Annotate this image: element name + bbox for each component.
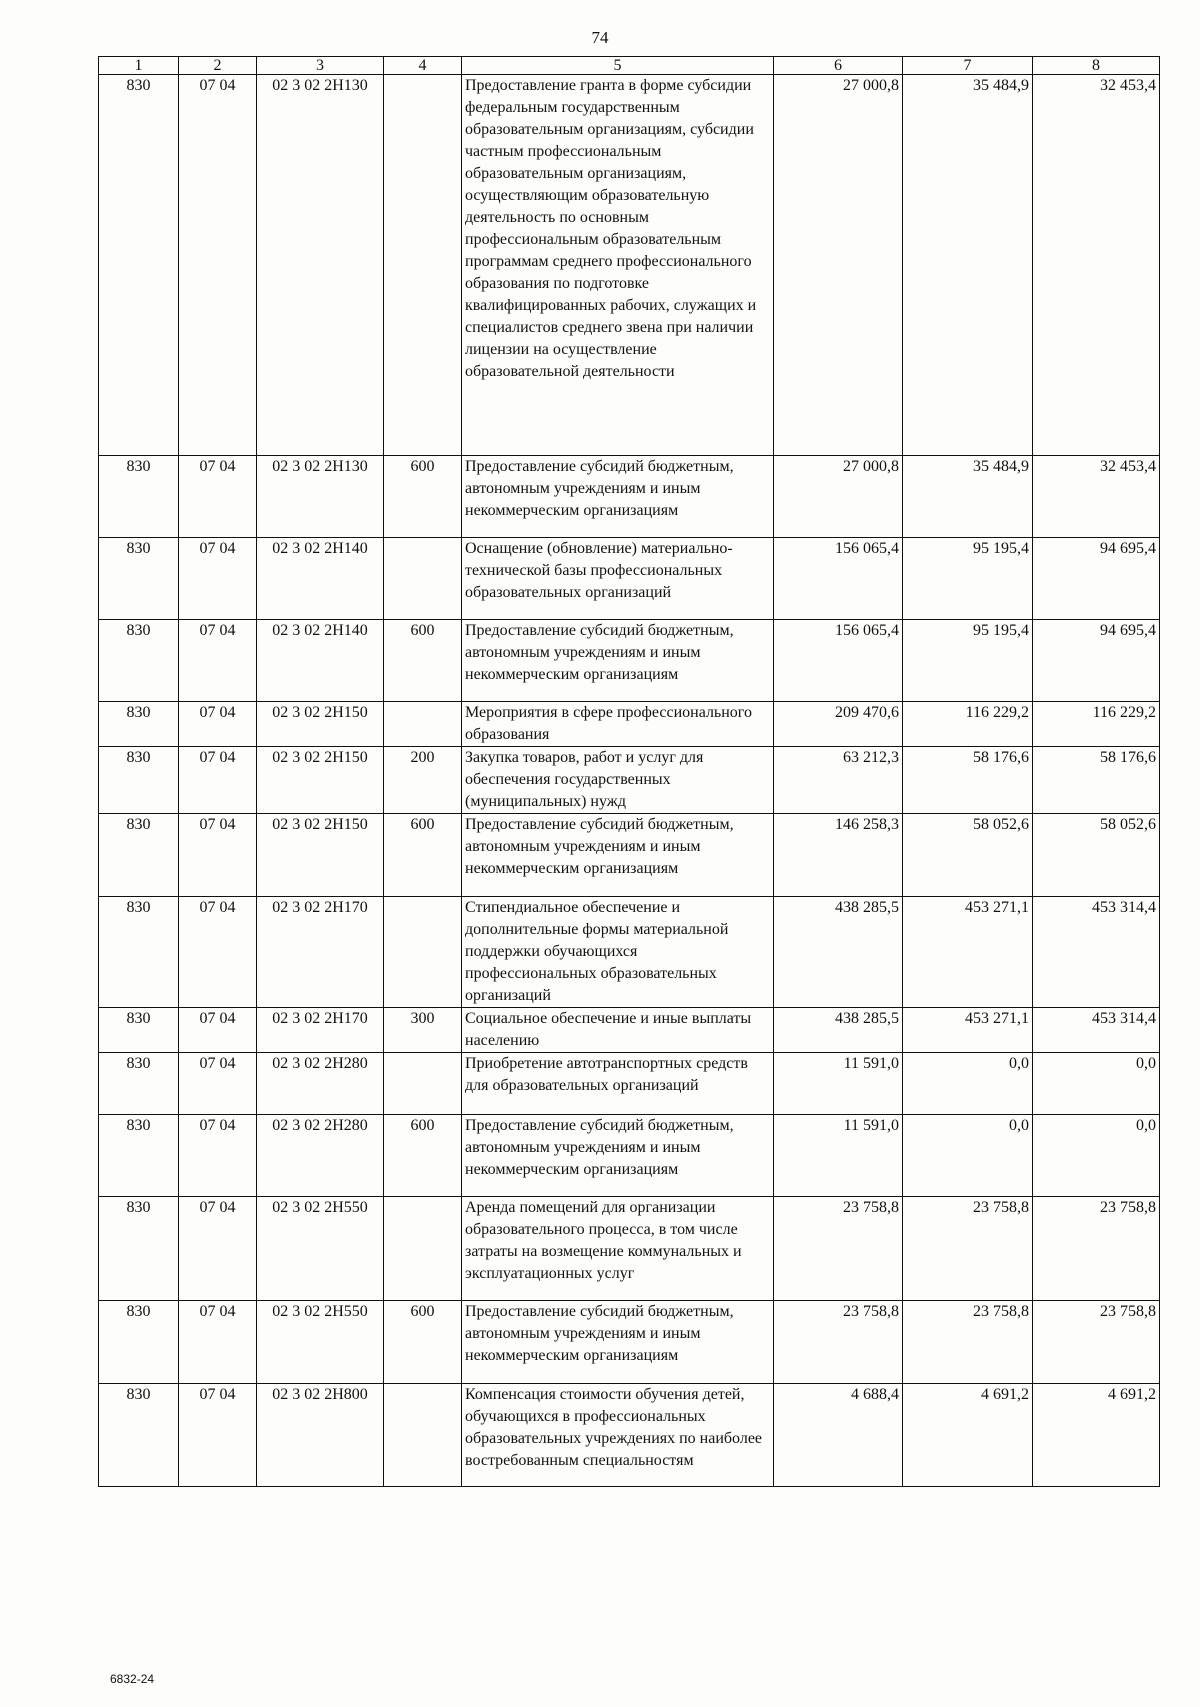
table-row [99, 702, 1160, 747]
table-row [99, 456, 1160, 538]
target-article-code: 02 3 02 2Н130 [257, 456, 384, 538]
expense-type-code: 200 [384, 747, 462, 814]
expense-type-code: 600 [384, 1301, 462, 1384]
target-article-code: 02 3 02 2Н170 [257, 897, 384, 1008]
section-code: 07 04 [179, 1115, 257, 1197]
target-article-code: 02 3 02 2Н170 [257, 1008, 384, 1053]
amount-col-6: 438 285,5 [774, 897, 903, 1008]
ved-code: 830 [99, 747, 179, 814]
ved-code: 830 [99, 1301, 179, 1384]
item-description: Предоставление субсидий бюджетным, автономным учреждениям и иным некоммерческим организациям [462, 1301, 774, 1384]
table-row [99, 538, 1160, 620]
section-code: 07 04 [179, 897, 257, 1008]
amount-col-7: 95 195,4 [903, 620, 1033, 702]
ved-code: 830 [99, 1115, 179, 1197]
ved-code: 830 [99, 1197, 179, 1301]
section-code: 07 04 [179, 75, 257, 456]
target-article-code: 02 3 02 2Н140 [257, 620, 384, 702]
amount-col-7: 0,0 [903, 1115, 1033, 1197]
amount-col-7: 453 271,1 [903, 897, 1033, 1008]
header-row [99, 57, 1160, 75]
amount-col-7: 116 229,2 [903, 702, 1033, 747]
expense-type-code [384, 1053, 462, 1115]
table-row [99, 747, 1160, 814]
table-row [99, 1053, 1160, 1115]
header-cell: 3 [257, 57, 384, 75]
ved-code: 830 [99, 75, 179, 456]
amount-col-8: 94 695,4 [1033, 620, 1160, 702]
table-row [99, 1115, 1160, 1197]
footer-code: 6832-24 [110, 1672, 155, 1686]
item-description: Стипендиальное обеспечение и дополнительные формы материальной поддержки обучающихся профессиональных образовательных организаций [462, 897, 774, 1008]
amount-col-8: 58 052,6 [1033, 814, 1160, 897]
ved-code: 830 [99, 1384, 179, 1487]
section-code: 07 04 [179, 814, 257, 897]
ved-code: 830 [99, 814, 179, 897]
amount-col-7: 95 195,4 [903, 538, 1033, 620]
table-row [99, 897, 1160, 1008]
section-code: 07 04 [179, 747, 257, 814]
expense-type-code: 600 [384, 814, 462, 897]
table-row [99, 1008, 1160, 1053]
amount-col-6: 11 591,0 [774, 1053, 903, 1115]
section-code: 07 04 [179, 1384, 257, 1487]
item-description: Мероприятия в сфере профессионального образования [462, 702, 774, 747]
expense-type-code [384, 1384, 462, 1487]
item-description: Закупка товаров, работ и услуг для обеспечения государственных (муниципальных) нужд [462, 747, 774, 814]
amount-col-8: 453 314,4 [1033, 1008, 1160, 1053]
expense-type-code [384, 702, 462, 747]
section-code: 07 04 [179, 620, 257, 702]
amount-col-7: 453 271,1 [903, 1008, 1033, 1053]
item-description: Оснащение (обновление) материально-технической базы профессиональных образовательных организаций [462, 538, 774, 620]
table-row [99, 1301, 1160, 1384]
expense-type-code [384, 1197, 462, 1301]
item-description: Предоставление субсидий бюджетным, автономным учреждениям и иным некоммерческим организациям [462, 814, 774, 897]
item-description: Предоставление субсидий бюджетным, автономным учреждениям и иным некоммерческим организациям [462, 456, 774, 538]
amount-col-7: 58 052,6 [903, 814, 1033, 897]
amount-col-8: 0,0 [1033, 1115, 1160, 1197]
amount-col-8: 94 695,4 [1033, 538, 1160, 620]
header-cell: 4 [384, 57, 462, 75]
target-article-code: 02 3 02 2Н130 [257, 75, 384, 456]
header-cell: 8 [1033, 57, 1160, 75]
header-cell: 5 [462, 57, 774, 75]
target-article-code: 02 3 02 2Н150 [257, 702, 384, 747]
table-row [99, 814, 1160, 897]
amount-col-6: 209 470,6 [774, 702, 903, 747]
table-row [99, 75, 1160, 456]
section-code: 07 04 [179, 1197, 257, 1301]
item-description: Предоставление гранта в форме субсидии федеральным государственным образовательным организациям, субсидии частным профессиональным образовательным организациям, осуществляющим образовательную деятельность по основным профессиональным образовательным программам среднего профессионального образования по подготовке квалифицированных рабочих, служащих и специалистов среднего звена при наличии лицензии на осуществление образовательной деятельности [462, 75, 774, 456]
target-article-code: 02 3 02 2Н150 [257, 747, 384, 814]
section-code: 07 04 [179, 538, 257, 620]
amount-col-7: 4 691,2 [903, 1384, 1033, 1487]
ved-code: 830 [99, 456, 179, 538]
page-number: 74 [591, 28, 609, 47]
amount-col-8: 0,0 [1033, 1053, 1160, 1115]
amount-col-6: 146 258,3 [774, 814, 903, 897]
amount-col-8: 4 691,2 [1033, 1384, 1160, 1487]
item-description: Аренда помещений для организации образовательного процесса, в том числе затраты на возмещение коммунальных и эксплуатационных услуг [462, 1197, 774, 1301]
amount-col-8: 116 229,2 [1033, 702, 1160, 747]
amount-col-7: 35 484,9 [903, 75, 1033, 456]
expense-type-code: 600 [384, 456, 462, 538]
expense-type-code [384, 897, 462, 1008]
expense-type-code: 600 [384, 1115, 462, 1197]
amount-col-6: 27 000,8 [774, 456, 903, 538]
amount-col-8: 23 758,8 [1033, 1197, 1160, 1301]
section-code: 07 04 [179, 702, 257, 747]
table-row [99, 1197, 1160, 1301]
section-code: 07 04 [179, 1008, 257, 1053]
amount-col-6: 156 065,4 [774, 538, 903, 620]
target-article-code: 02 3 02 2Н550 [257, 1301, 384, 1384]
amount-col-6: 156 065,4 [774, 620, 903, 702]
header-cell: 6 [774, 57, 903, 75]
table-row [99, 620, 1160, 702]
amount-col-7: 35 484,9 [903, 456, 1033, 538]
header-cell: 1 [99, 57, 179, 75]
amount-col-8: 453 314,4 [1033, 897, 1160, 1008]
target-article-code: 02 3 02 2Н150 [257, 814, 384, 897]
target-article-code: 02 3 02 2Н140 [257, 538, 384, 620]
amount-col-8: 32 453,4 [1033, 456, 1160, 538]
expense-type-code: 300 [384, 1008, 462, 1053]
amount-col-6: 4 688,4 [774, 1384, 903, 1487]
amount-col-8: 32 453,4 [1033, 75, 1160, 456]
amount-col-7: 23 758,8 [903, 1301, 1033, 1384]
amount-col-8: 58 176,6 [1033, 747, 1160, 814]
item-description: Предоставление субсидий бюджетным, автономным учреждениям и иным некоммерческим организациям [462, 1115, 774, 1197]
section-code: 07 04 [179, 1053, 257, 1115]
budget-table [98, 56, 1160, 1487]
section-code: 07 04 [179, 1301, 257, 1384]
target-article-code: 02 3 02 2Н800 [257, 1384, 384, 1487]
amount-col-6: 63 212,3 [774, 747, 903, 814]
amount-col-7: 58 176,6 [903, 747, 1033, 814]
amount-col-7: 23 758,8 [903, 1197, 1033, 1301]
amount-col-6: 11 591,0 [774, 1115, 903, 1197]
ved-code: 830 [99, 620, 179, 702]
target-article-code: 02 3 02 2Н280 [257, 1115, 384, 1197]
target-article-code: 02 3 02 2Н550 [257, 1197, 384, 1301]
item-description: Социальное обеспечение и иные выплаты населению [462, 1008, 774, 1053]
section-code: 07 04 [179, 456, 257, 538]
amount-col-7: 0,0 [903, 1053, 1033, 1115]
amount-col-6: 23 758,8 [774, 1197, 903, 1301]
expense-type-code: 600 [384, 620, 462, 702]
expense-type-code [384, 75, 462, 456]
item-description: Компенсация стоимости обучения детей, обучающихся в профессиональных образовательных учреждениях по наиболее востребованным специальностям [462, 1384, 774, 1487]
item-description: Приобретение автотранспортных средств для образовательных организаций [462, 1053, 774, 1115]
ved-code: 830 [99, 1053, 179, 1115]
ved-code: 830 [99, 702, 179, 747]
ved-code: 830 [99, 538, 179, 620]
amount-col-6: 438 285,5 [774, 1008, 903, 1053]
amount-col-6: 23 758,8 [774, 1301, 903, 1384]
expense-type-code [384, 538, 462, 620]
header-cell: 7 [903, 57, 1033, 75]
header-cell: 2 [179, 57, 257, 75]
ved-code: 830 [99, 897, 179, 1008]
item-description: Предоставление субсидий бюджетным, автономным учреждениям и иным некоммерческим организациям [462, 620, 774, 702]
amount-col-8: 23 758,8 [1033, 1301, 1160, 1384]
amount-col-6: 27 000,8 [774, 75, 903, 456]
target-article-code: 02 3 02 2Н280 [257, 1053, 384, 1115]
ved-code: 830 [99, 1008, 179, 1053]
table-row [99, 1384, 1160, 1487]
